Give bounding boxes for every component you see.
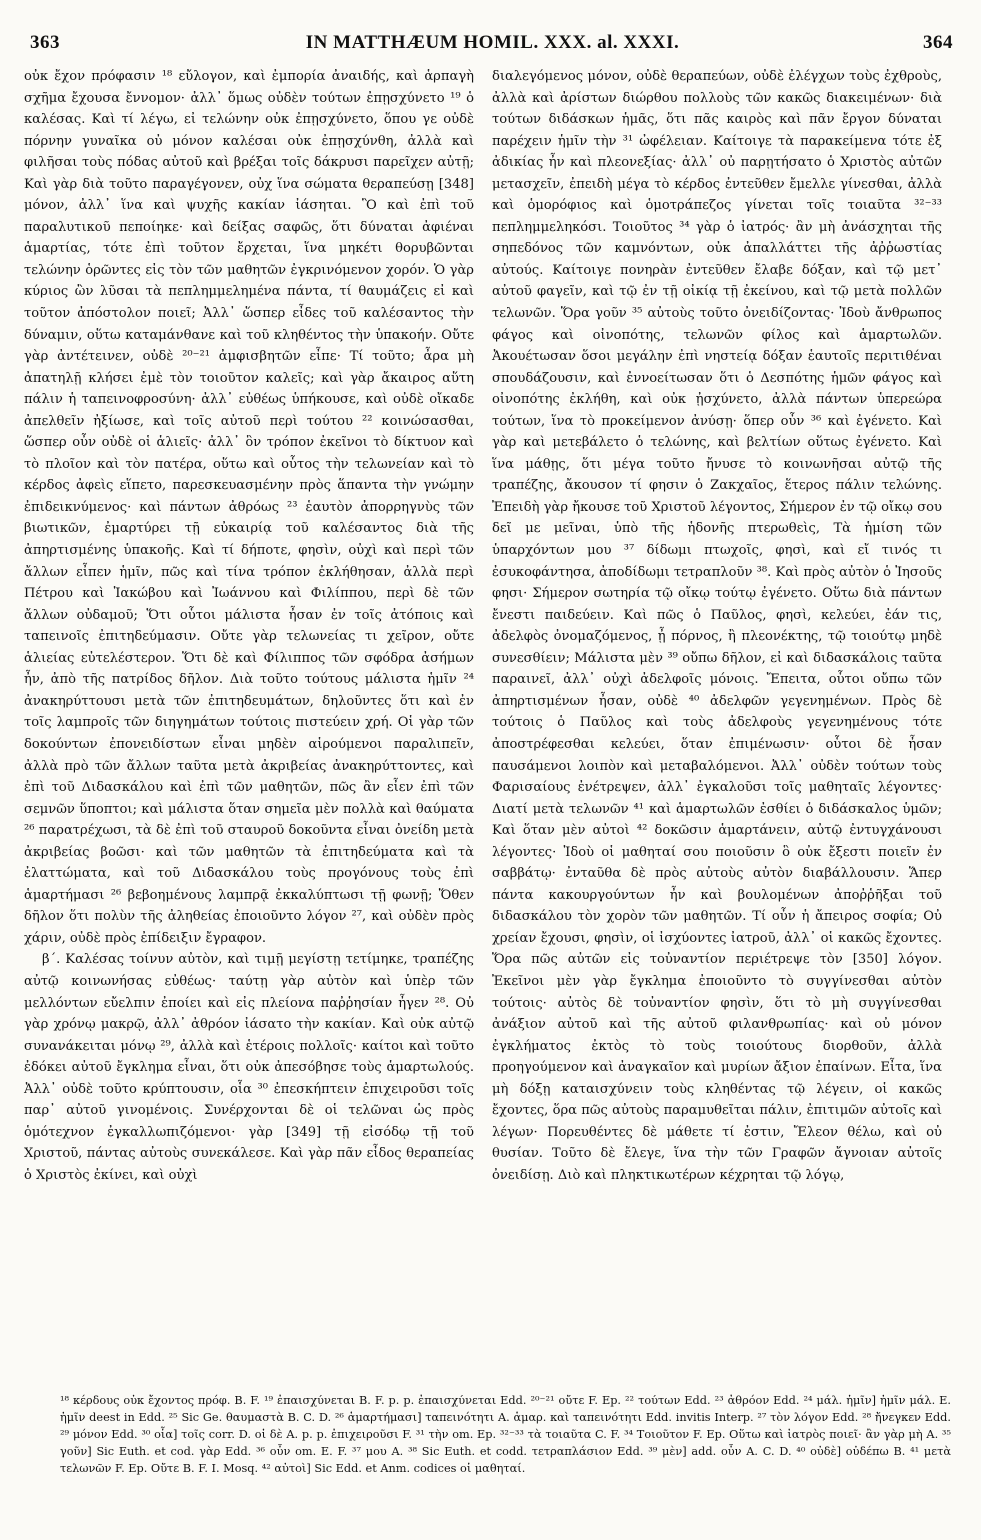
footnotes-text: ¹⁸ κέρδους οὐκ ἔχοντος πρόφ. B. F. ¹⁹ ἐπαισχύνεται B. F. p. p. ἐπαισχύνεται Edd. ²⁰⁻²¹ οὔτε F. Ep. ²² τούτων Edd. ²³ ἀθρόον Edd. ²⁴ μάλ. ἡμῖν] ἡμῖν μάλ. E. ἡμῖν deest in Edd. ²⁵ Sic Ge. θαυμαστὰ B. C. D. ²⁶ ἁμαρτήμασι] ταπεινότητι A. ἁμαρ. καὶ ταπεινότητι Edd. invitis Interp. ²⁷ τὸν λόγον Edd. ²⁸ ἤνεγκεν Edd. ²⁹ μόνον Edd. ³⁰ οἷα] τοῖς corr. D. οἱ δὲ A. p. p. ἐπιχειροῦσι F. ³¹ τὴν om. Ep. ³²⁻³³ τὰ τοιαῦτα C. F. ³⁴ Τοιοῦτον F. Ep. Οὕτω καὶ ἰατρὸς ποιεῖ· ἂν γὰρ μὴ A. ³⁵ γοῦν] Sic Euth. et cod. γὰρ Edd. ³⁶ οὖν om. E. F. ³⁷ μου A. ³⁸ Sic Euth. et codd. τετραπλάσιον Edd. ³⁹ μὲν] add. οὖν A. C. D. ⁴⁰ οὐδὲ] οὐδέπω B. ⁴¹ μετὰ τελωνῶν F. Ep. Οὔτε B. F. I. Mosq. ⁴² αὐτοὶ] Sic Edd. et Anm. codices οἱ μαθηταί. xyxy=(60,1394,951,1475)
paragraph: β΄. Καλέσας τοίνυν αὐτὸν, καὶ τιμῇ μεγίστῃ τετίμηκε, τραπέζης αὐτῷ κοινωνήσας εὐθέως· ταύτῃ γὰρ αὐτὸν καὶ ὑπὲρ τῶν μελλόντων εὔελπιν ἐποίει καὶ εἰς πλείονα παῤῥησίαν ἦγεν ²⁸. Οὐ γὰρ χρόνῳ μακρῷ, ἀλλ᾽ ἀθρόον ἰάσατο τὴν κακίαν. Καὶ οὐκ αὐτῷ συνανάκειται μόνῳ ²⁹, ἀλλὰ καὶ ἑτέροις πολλοῖς· καίτοι καὶ τοῦτο ἐδόκει αὐτοῦ ἔγκλημα εἶναι, ὅτι οὐκ ἀπεσόβησε τοὺς ἁμαρτωλούς. Ἀλλ᾽ οὐδὲ τοῦτο κρύπτουσιν, οἷα ³⁰ ἐπεσκήπτειν ἐπιχειροῦσι τοῖς παρ᾽ αὐτοῦ γινομένοις. Συνέρχονται δὲ οἱ τελῶναι ὡς πρὸς ὁμότεχνον ἐγκαλλωπιζόμενοι· γὰρ [349] τῇ εἰσόδῳ τῇ τοῦ Χριστοῦ, πάντας αὐτοὺς συνεκάλεσε. Καὶ γὰρ πᾶν εἶδος θεραπείας ὁ Χριστὸς ἐκίνει, καὶ οὐχὶ xyxy=(24,952,474,1183)
left-column xyxy=(24,66,474,1186)
paragraph: οὐκ ἔχον πρόφασιν ¹⁸ εὔλογον, καὶ ἐμπορία ἀναιδής, καὶ ἁρπαγὴ σχῆμα ἔχουσα ἔννομον· ἀλλ᾽ ὅμως οὐδὲν τούτων ἐπῃσχύνετο ¹⁹ ὁ καλέσας. Καὶ τί λέγω, εἰ τελώνην οὐκ ἐπῃσχύνετο, ὅπου γε οὐδὲ πόρνην γυναῖκα οὐ μόνον καλέσαι οὐκ ἐπῃσχύνθη, ἀλλὰ καὶ φιλῆσαι τοὺς πόδας αὐτοῦ καὶ βρέξαι τοῖς δάκρυσι παρεῖχεν αὐτῇ; Καὶ γὰρ διὰ τοῦτο παραγέγονεν, οὐχ ἵνα σώματα θεραπεύσῃ [348] μόνον, ἀλλ᾽ ἵνα καὶ ψυχῆς κακίαν ἰάσηται. Ὃ καὶ ἐπὶ τοῦ παραλυτικοῦ πεποίηκε· καὶ δείξας σαφῶς, ὅτι δύναται ἀφιέναι ἁμαρτίας, τότε ἐπὶ τοῦτον ἔρχεται, ἵνα μηκέτι θορυβῶνται τελώνην ὁρῶντες εἰς τὸν τῶν μαθητῶν ἐγκρινόμενον χορόν. Ὁ γὰρ κύριος ὢν λῦσαι τὰ πεπλημμελημένα πάντα, τί θαυμάζεις εἰ καὶ τοῦτον ἀπόστολον ποιεῖ; Ἀλλ᾽ ὥσπερ εἶδες τοῦ καλέσαντος τὴν δύναμιν, οὕτω καταμάνθανε καὶ τοῦ κληθέντος τὴν ὑπακοήν. Οὔτε γὰρ ἀντέτεινεν, οὐδὲ ²⁰⁻²¹ ἀμφισβητῶν εἶπε· Τί τοῦτο; ἆρα μὴ ἀπατηλῇ κλήσει ἐμὲ τὸν τοιοῦτον καλεῖς; καὶ γὰρ ἄκαιρος αὕτη πάλιν ἡ ταπεινοφροσύνη· ἀλλ᾽ εὐθέως ὑπήκουσε, καὶ οὐδὲ οἴκαδε ἀπελθεῖν ἠξίωσε, καὶ τοῖς αὐτοῦ περὶ τούτου ²² κοινώσασθαι, ὥσπερ οὖν οὐδὲ οἱ ἁλιεῖς· ἀλλ᾽ ὃν τρόπον ἐκεῖνοι τὸ δίκτυον καὶ τὸ πλοῖον καὶ τὸν πατέρα, οὕτω καὶ οὗτος τὴν τελωνείαν καὶ τὸ κέρδος ἀφεὶς εἵπετο, παρεσκευασμένην πρὸς ἅπαντα τὴν γνώμην ἐπιδεικνύμενος· καὶ πάντων ἀθρόως ²³ ἑαυτὸν ἀπορρηγνὺς τῶν βιωτικῶν, ἐμαρτύρει τῇ εὐκαιρίᾳ τοῦ καλέσαντος διὰ τῆς ἀπηρτισμένης ὑπακοῆς. Καὶ τί δήποτε, φησὶν, οὐχὶ καὶ περὶ τῶν ἄλλων εἶπεν ἡμῖν, πῶς καὶ τίνα τρόπον ἐκλήθησαν, ἀλλὰ περὶ Πέτρου καὶ Ἰακώβου καὶ Ἰωάννου καὶ Φιλίππου, περὶ δὲ τῶν ἄλλων οὐδαμοῦ; Ὅτι οὗτοι μάλιστα ἦσαν ἐν τοῖς ἀτόποις καὶ ταπεινοῖς ἐπιτηδεύμασιν. Οὔτε γὰρ τελωνείας τι χεῖρον, οὔτε ἁλιείας εὐτελέστερον. Ὅτι δὲ καὶ Φίλιππος τῶν σφόδρα ἀσήμων ἦν, ἀπὸ τῆς πατρίδος δῆλον. Διὰ τοῦτο τούτους μάλιστα ἡμῖν ²⁴ ἀνακηρύττουσι μετὰ τῶν ἐπιτηδευμάτων, δηλοῦντες ὅτι καὶ ἐν τοῖς λαμπροῖς τῶν διηγημάτων τούτοις πιστεύειν χρή. Οἱ γὰρ τῶν δοκούντων ἐπονειδίστων εἶναι μηδὲν αἱρούμενοι παραλιπεῖν, ἀλλὰ πρὸ τῶν ἄλλων ταῦτα μετὰ ἀκριβείας ἀνακηρύττοντες, καὶ ἐπὶ τοῦ Διδασκάλου καὶ ἐπὶ τῶν μαθητῶν, πῶς ἂν εἶεν ἐπὶ τῶν σεμνῶν ὕποπτοι; καὶ μάλιστα ὅταν σημεῖα μὲν πολλὰ καὶ θαύματα ²⁶ παρατρέχωσι, τὰ δὲ ἐπὶ τοῦ σταυροῦ δοκοῦντα εἶναι ὀνείδη μετὰ ἀκριβείας βοῶσι· καὶ τῶν μαθητῶν τὰ ἐπιτηδεύματα καὶ τὰ ἐλαττώματα, καὶ τοῦ Διδασκάλου τοὺς προγόνους τοὺς ἐπὶ ἁμαρτήμασι ²⁶ βεβοημένους λαμπρᾷ ἐκκαλύπτωσι τῇ φωνῇ; Ὅθεν δῆλον ὅτι πολὺν τῆς ἀληθείας ἐποιοῦντο λόγον ²⁷, καὶ οὐδὲν πρὸς χάριν, οὐδὲ πρὸς ἐπίδειξιν ἔγραφον. xyxy=(24,69,474,946)
page-number-left: 363 xyxy=(30,32,60,53)
running-title: IN MATTHÆUM HOMIL. XXX. al. XXXI. xyxy=(305,32,680,53)
right-column xyxy=(492,66,942,1186)
running-header xyxy=(24,30,961,60)
text-columns xyxy=(24,66,961,1186)
page-number-right: 364 xyxy=(923,32,953,53)
footnotes xyxy=(60,1392,951,1477)
paragraph: διαλεγόμενος μόνον, οὐδὲ θεραπεύων, οὐδὲ ἐλέγχων τοὺς ἐχθροὺς, ἀλλὰ καὶ ἀρίστων διώρθου πολλοὺς τῶν κακῶς διακειμένων· διὰ τούτων διδάσκων ἡμᾶς, ὅτι πᾶς καιρὸς καὶ πᾶν ἔργον δύναται παρέχειν ἡμῖν τὴν ³¹ ὠφέλειαν. Καίτοιγε τὰ παρακείμενα τότε ἐξ ἀδικίας ἦν καὶ πλεονεξίας· ἀλλ᾽ οὐ παρῃτήσατο ὁ Χριστὸς αὐτῶν μετασχεῖν, ἐπειδὴ μέγα τὸ κέρδος ἐντεῦθεν ἔμελλε γίνεσθαι, ἀλλὰ καὶ ὁμορόφιος καὶ ὁμοτράπεζος γίνεται τοῖς τοιαῦτα ³²⁻³³ πεπλημμεληκόσι. Τοιοῦτος ³⁴ γὰρ ὁ ἰατρός· ἂν μὴ ἀνάσχηται τῆς σηπεδόνος τῶν καμνόντων, οὐκ ἀπαλλάττει τῆς ἀῤῥωστίας αὐτούς. Καίτοιγε πονηρὰν ἐντεῦθεν ἔλαβε δόξαν, καὶ τῷ μετ᾽ αὐτοῦ φαγεῖν, καὶ τῷ ἐν τῇ οἰκίᾳ τῇ ἐκείνου, καὶ τῷ μετὰ πολλῶν τελωνῶν. Ὅρα γοῦν ³⁵ αὐτοὺς τοῦτο ὀνειδίζοντας· Ἰδοὺ ἄνθρωπος φάγος καὶ οἰνοπότης, τελωνῶν φίλος καὶ ἁμαρτωλῶν. Ἀκουέτωσαν ὅσοι μεγάλην ἐπὶ νηστείᾳ δόξαν ἑαυτοῖς περιτιθέναι σπουδάζουσιν, καὶ ἐννοείτωσαν ὅτι ὁ Δεσπότης ἡμῶν φάγος καὶ οἰνοπότης ἐκλήθη, καὶ οὐκ ᾐσχύνετο, ἀλλὰ πάντων ὑπερεώρα τούτων, ἵνα τὸ προκείμενον ἀνύσῃ· ὅπερ οὖν ³⁶ καὶ ἐγένετο. Καὶ γὰρ καὶ μετεβάλετο ὁ τελώνης, καὶ βελτίων οὕτως ἐγένετο. Καὶ ἵνα μάθῃς, ὅτι μέγα τοῦτο ἤνυσε τὸ κοινωνῆσαι αὐτῷ τῆς τραπέζης, ἄκουσον τί φησιν ὁ Ζακχαῖος, ἕτερος πάλιν τελώνης. Ἐπειδὴ γὰρ ἤκουσε τοῦ Χριστοῦ λέγοντος, Σήμερον ἐν τῷ οἴκῳ σου δεῖ με μεῖναι, ὑπὸ τῆς ἡδονῆς πτερωθεὶς, Τὰ ἡμίση τῶν ὑπαρχόντων μου ³⁷ δίδωμι πτωχοῖς, φησὶ, καὶ εἴ τινός τι ἐσυκοφάντησα, ἀποδίδωμι τετραπλοῦν ³⁸. Καὶ πρὸς αὐτὸν ὁ Ἰησοῦς φησι· Σήμερον σωτηρία τῷ οἴκῳ τούτῳ ἐγένετο. Οὕτω διὰ πάντων ἔνεστι παιδεύειν. Καὶ πῶς ὁ Παῦλος, φησὶ, κελεύει, ἐάν τις, ἀδελφὸς ὀνομαζόμενος, ᾖ πόρνος, ἢ πλεονέκτης, τῷ τοιούτῳ μηδὲ συνεσθίειν; Μάλιστα μὲν ³⁹ οὔπω δῆλον, εἰ καὶ διδασκάλοις ταῦτα παραινεῖ, ἀλλ᾽ οὐχὶ ἀδελφοῖς μόνοις. Ἔπειτα, οὗτοι οὔπω τῶν ἀπηρτισμένων ἦσαν, οὐδὲ ⁴⁰ ἀδελφῶν γεγενημένων. Πρὸς δὲ τούτοις ὁ Παῦλος καὶ τοὺς ἀδελφοὺς γεγενημένους τότε ἀποστρέφεσθαι κελεύει, ὅταν ἐπιμένωσιν· οὗτοι δὲ ἦσαν παυσάμενοι λοιπὸν καὶ μεταβαλόμενοι. Ἀλλ᾽ οὐδὲν τούτων τοὺς Φαρισαίους ἐνέτρεψεν, ἀλλ᾽ ἐγκαλοῦσι τοῖς μαθηταῖς λέγοντες· Διατί μετὰ τελωνῶν ⁴¹ καὶ ἁμαρτωλῶν ἐσθίει ὁ διδάσκαλος ὑμῶν; Καὶ ὅταν μὲν αὐτοὶ ⁴² δοκῶσιν ἁμαρτάνειν, αὐτῷ ἐντυγχάνουσι λέγοντες· Ἰδοὺ οἱ μαθηταί σου ποιοῦσιν ὃ οὐκ ἔξεστι ποιεῖν ἐν σαββάτῳ· ἐνταῦθα δὲ πρὸς αὐτοὺς αὐτὸν διαβάλλουσιν. Ἅπερ πάντα κακουργούντων ἦν καὶ βουλομένων ἀποῤῥῆξαι τοῦ διδασκάλου τὸν χορὸν τῶν μαθητῶν. Τί οὖν ἡ ἄπειρος σοφία; Οὐ χρείαν ἔχουσι, φησὶν, οἱ ἰσχύοντες ἰατροῦ, ἀλλ᾽ οἱ κακῶς ἔχοντες. Ὅρα πῶς αὐτῶν εἰς τοὐναντίον περιέτρεψε τὸν [350] λόγον. Ἐκεῖνοι μὲν γὰρ ἔγκλημα ἐποιοῦντο τὸ συγγίνεσθαι αὐτὸν τούτοις· αὐτὸς δὲ τοὐναντίον φησὶν, ὅτι τὸ μὴ συγγίνεσθαι ἀνάξιον αὐτοῦ καὶ τῆς αὐτοῦ φιλανθρωπίας· καὶ οὐ μόνον ἐγκλήματος ἐκτὸς τὸ τοὺς τοιούτους διορθοῦν, ἀλλὰ προηγούμενον καὶ ἀναγκαῖον καὶ μυρίων ἄξιον ἐπαίνων. Εἶτα, ἵνα μὴ δόξῃ καταισχύνειν τοὺς κληθέντας τῷ λέγειν, οἱ κακῶς ἔχοντες, ὅρα πῶς αὐτοὺς παραμυθεῖται πάλιν, ἐπιτιμῶν αὐτοῖς καὶ λέγων· Πορευθέντες δὲ μάθετε τί ἐστιν, Ἔλεον θέλω, καὶ οὐ θυσίαν. Τοῦτο δὲ ἔλεγε, ἵνα τὴν τῶν Γραφῶν ἄγνοιαν αὐτοῖς ὀνειδίσῃ. Διὸ καὶ πληκτικωτέρων κέχρηται τῷ λόγῳ, xyxy=(492,69,942,1183)
